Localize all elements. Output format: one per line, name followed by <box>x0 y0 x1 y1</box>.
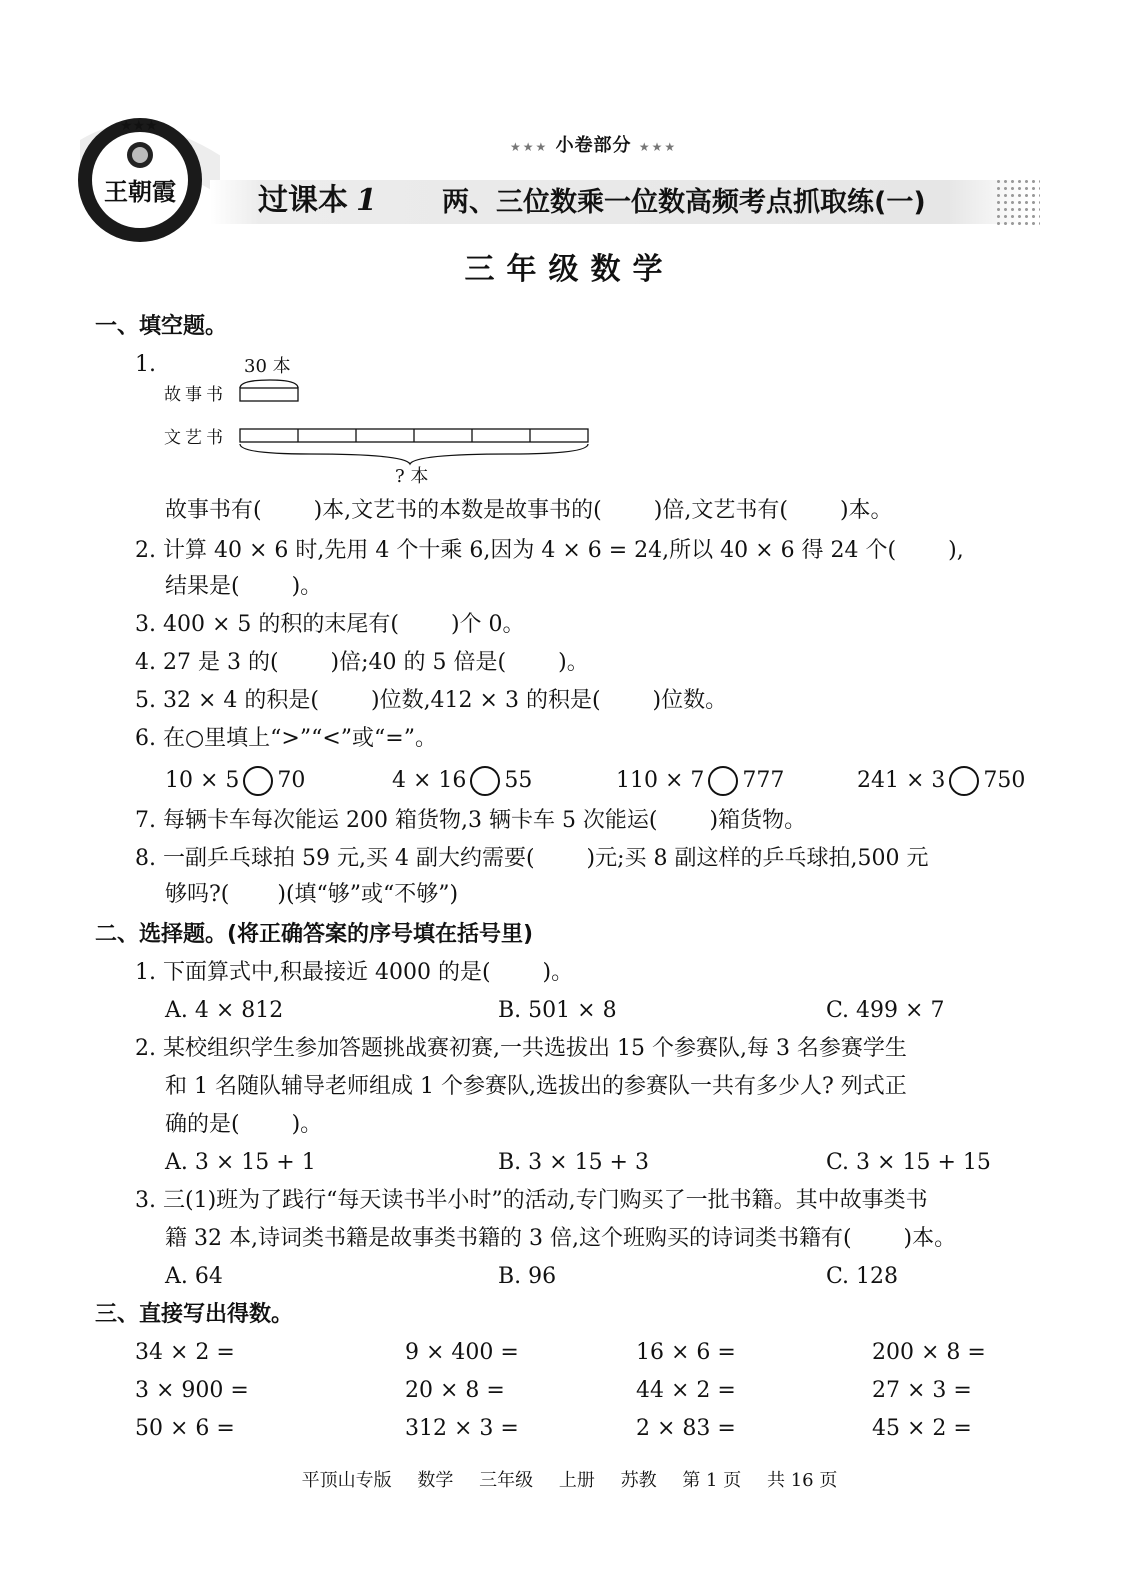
p2-q3-line2: 籍 32 本,诗词类书籍是故事类书籍的 3 倍,这个班购买的诗词类书籍有( )本。 <box>165 1226 957 1251</box>
banner-dot-pattern <box>995 178 1040 226</box>
calc-item: 16 × 6 = <box>636 1340 736 1365</box>
lesson-title: 过课本 1 <box>258 183 377 218</box>
diagram-bottom-label: ? 本 <box>395 466 429 487</box>
calc-item: 27 × 3 = <box>872 1378 972 1403</box>
grade-subject-title: 三年级数学 <box>464 252 675 287</box>
p2-q1-option-a: A. 4 × 812 <box>165 998 284 1023</box>
p2-q3-option-c: C. 128 <box>826 1264 899 1289</box>
calc-item: 45 × 2 = <box>872 1416 972 1441</box>
q4-text: 4. 27 是 3 的( )倍;40 的 5 倍是( )。 <box>135 650 589 675</box>
q3-text: 3. 400 × 5 的积的末尾有( )个 0。 <box>135 612 525 637</box>
star-icon: ★★★ <box>638 140 678 154</box>
p2-q2-line2: 和 1 名随队辅导老师组成 1 个参赛队,选拔出的参赛队一共有多少人? 列式正 <box>165 1074 907 1099</box>
p2-q2-option-a: A. 3 × 15 + 1 <box>165 1150 316 1175</box>
part2-heading: 二、选择题。(将正确答案的序号填在括号里) <box>95 922 534 947</box>
q6-compare-1: 10 × 5 70 <box>165 766 305 796</box>
p2-q2-option-c: C. 3 × 15 + 15 <box>826 1150 991 1175</box>
part3-heading: 三、直接写出得数。 <box>95 1302 294 1327</box>
calc-item: 50 × 6 = <box>135 1416 235 1441</box>
calc-item: 2 × 83 = <box>636 1416 736 1441</box>
publisher-logo <box>70 100 220 250</box>
page-footer: 平顶山专版 数学 三年级 上册 苏教 第 1 页 共 16 页 <box>301 1470 838 1491</box>
p2-q3-option-a: A. 64 <box>165 1264 223 1289</box>
diagram-row1-label: 故事书 <box>164 385 227 405</box>
p2-q1-option-c: C. 499 × 7 <box>826 998 945 1023</box>
p2-q1-text: 1. 下面算式中,积最接近 4000 的是( )。 <box>135 960 574 985</box>
section-mark: ★★★ 小卷部分 ★★★ <box>510 135 678 156</box>
blank-circle[interactable] <box>949 766 979 796</box>
q7-text: 7. 每辆卡车每次能运 200 箱货物,3 辆卡车 5 次能运( )箱货物。 <box>135 808 807 833</box>
q6-compare-4: 241 × 3 750 <box>857 766 1025 796</box>
q6-text: 6. 在○里填上“>”“<”或“=”。 <box>135 726 437 751</box>
book-diagram <box>160 350 610 490</box>
blank-circle[interactable] <box>708 766 738 796</box>
q8-line2: 够吗?( )(填“够”或“不够”) <box>165 882 459 907</box>
star-icon: ★★★ <box>510 140 549 154</box>
blank-circle[interactable] <box>470 766 500 796</box>
part1-heading: 一、填空题。 <box>95 314 228 339</box>
calc-item: 312 × 3 = <box>405 1416 519 1441</box>
q2-line1: 2. 计算 40 × 6 时,先用 4 个十乘 6,因为 4 × 6 = 24,所以 40 × 6 得 24 个( ), <box>135 538 964 563</box>
calc-item: 3 × 900 = <box>135 1378 249 1403</box>
calc-item: 34 × 2 = <box>135 1340 235 1365</box>
q6-compare-2: 4 × 16 55 <box>392 766 532 796</box>
storybook-segment <box>240 388 298 401</box>
p2-q2-line3: 确的是( )。 <box>165 1112 323 1137</box>
logo-text: 王朝霞 <box>104 177 176 206</box>
diagram-top-label: 30 本 <box>244 356 291 377</box>
svg-text:★★★: ★★★ <box>120 118 158 134</box>
p2-q3-option-b: B. 96 <box>498 1264 557 1289</box>
q1-number: 1. <box>135 352 156 377</box>
blank-circle[interactable] <box>243 766 273 796</box>
p2-q3-line1: 3. 三(1)班为了践行“每天读书半小时”的活动,专门购买了一批书籍。其中故事类书 <box>135 1188 928 1213</box>
q2-line2: 结果是( )。 <box>165 574 323 599</box>
p2-q2-line1: 2. 某校组织学生参加答题挑战赛初赛,一共选拔出 15 个参赛队,每 3 名参赛学生 <box>135 1036 907 1061</box>
calc-item: 44 × 2 = <box>636 1378 736 1403</box>
q6-compare-3: 110 × 7 777 <box>616 766 784 796</box>
q1-text: 故事书有( )本,文艺书的本数是故事书的( )倍,文艺书有( )本。 <box>165 498 893 523</box>
calc-item: 20 × 8 = <box>405 1378 505 1403</box>
topic-title: 两、三位数乘一位数高频考点抓取练(一) <box>442 187 926 218</box>
q8-line1: 8. 一副乒乓球拍 59 元,买 4 副大约需要( )元;买 8 副这样的乒乓球拍,500 元 <box>135 846 929 871</box>
calc-item: 200 × 8 = <box>872 1340 986 1365</box>
page-number: 第 1 页 <box>682 1470 742 1491</box>
page-total: 共 16 页 <box>766 1470 838 1491</box>
p2-q2-option-b: B. 3 × 15 + 3 <box>498 1150 649 1175</box>
diagram-row2-label: 文艺书 <box>164 428 227 448</box>
calc-item: 9 × 400 = <box>405 1340 519 1365</box>
p2-q1-option-b: B. 501 × 8 <box>498 998 617 1023</box>
q5-text: 5. 32 × 4 的积是( )位数,412 × 3 的积是( )位数。 <box>135 688 728 713</box>
